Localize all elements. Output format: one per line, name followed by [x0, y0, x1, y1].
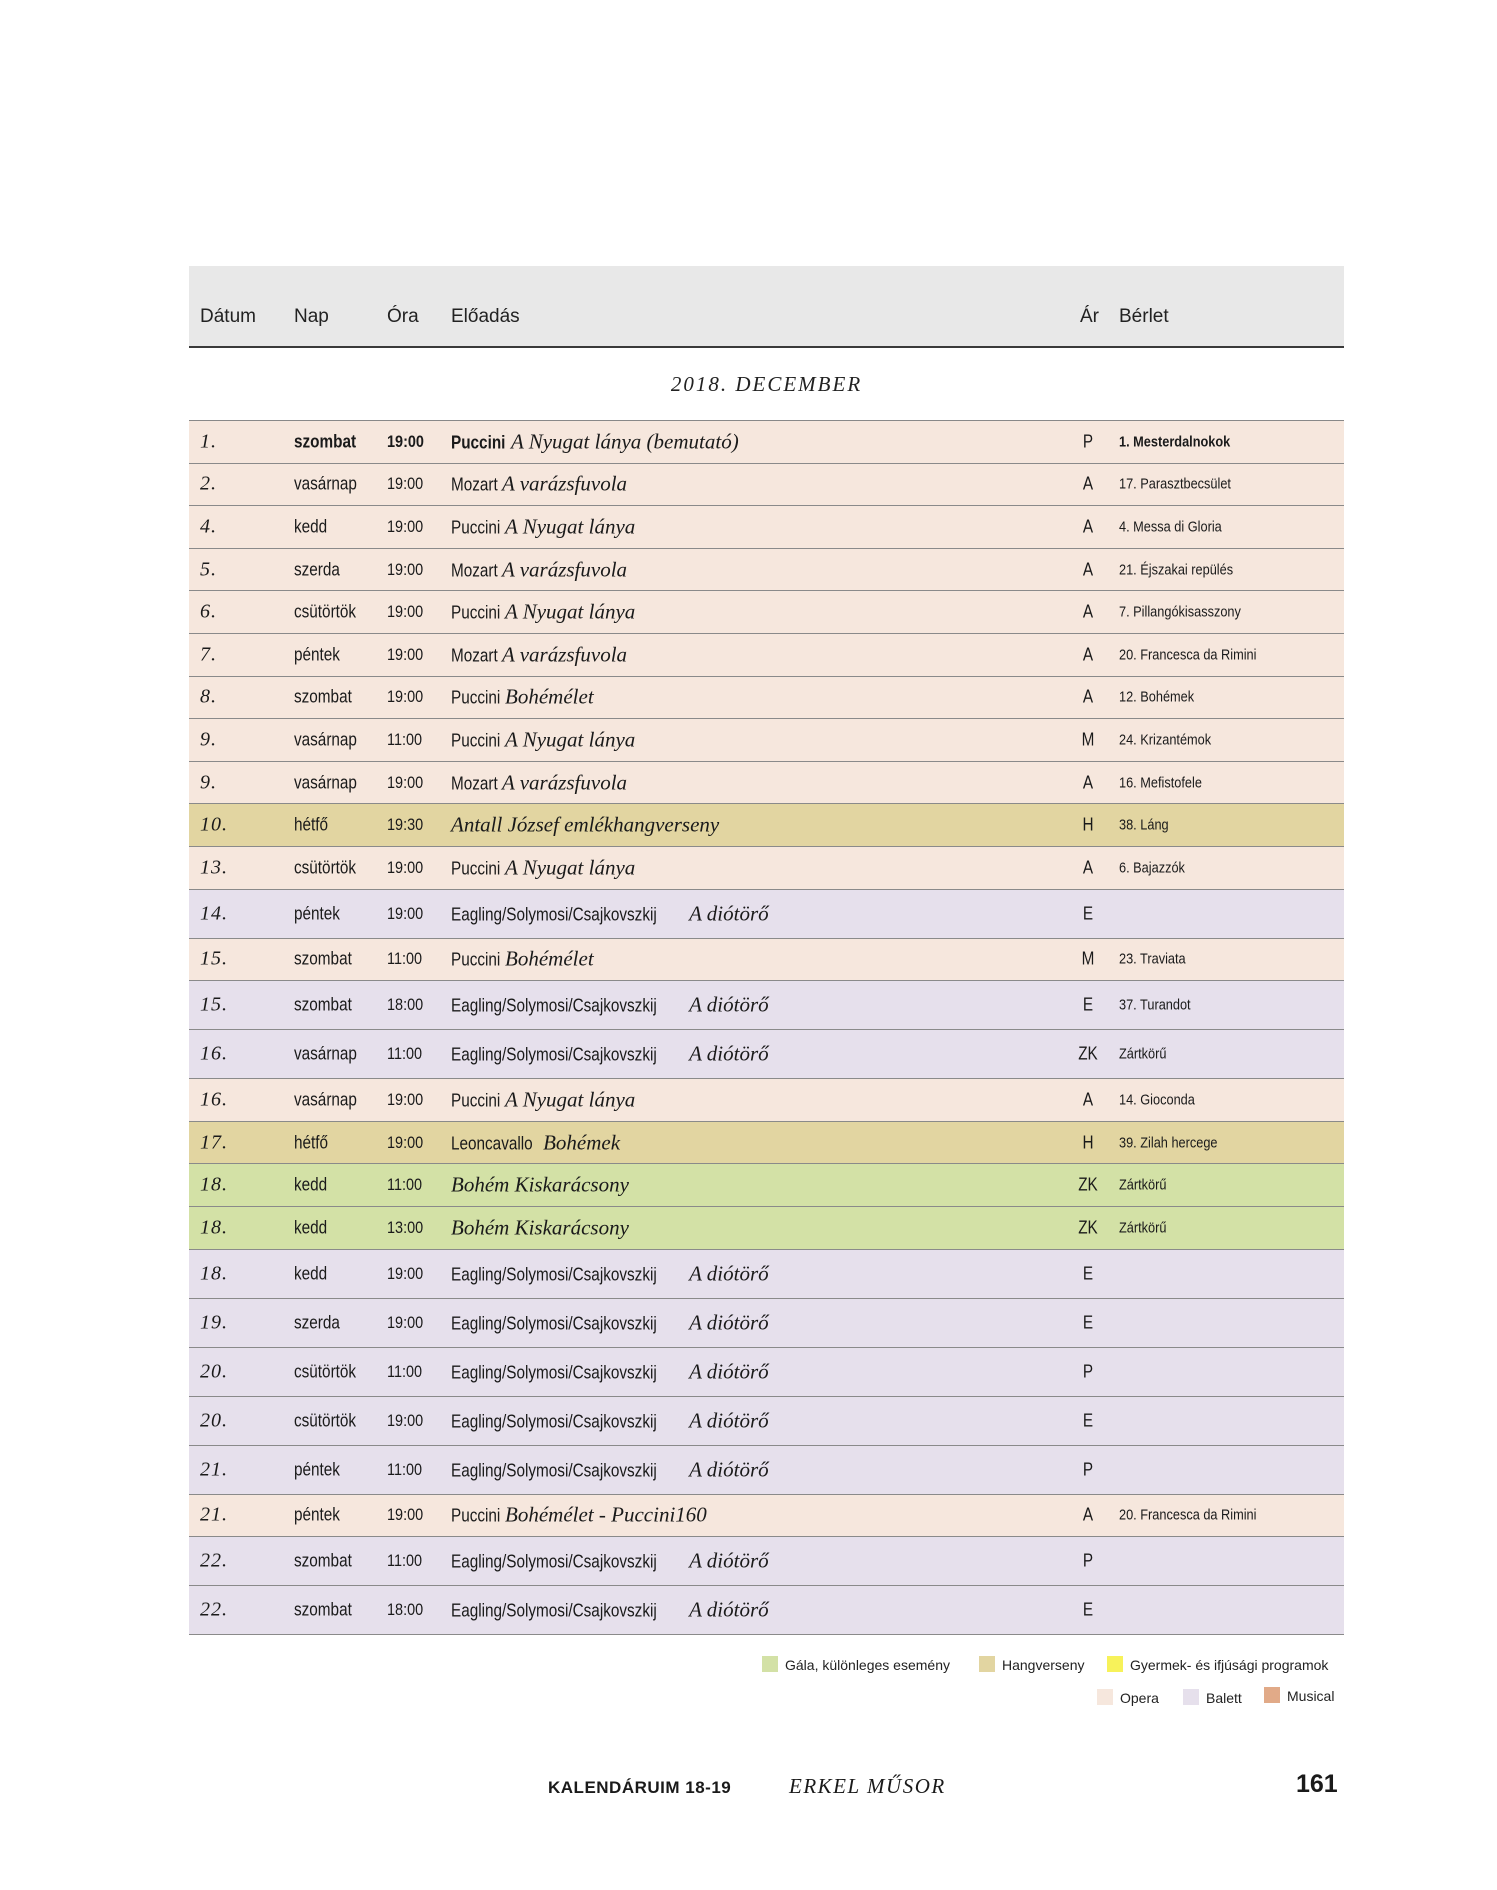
row-title: Bohémélet: [505, 946, 594, 971]
table-header: [189, 266, 1344, 348]
row-composer: Leoncavallo: [451, 1133, 533, 1154]
row-title: A diótörő: [689, 1261, 769, 1285]
schedule-table: [189, 266, 1344, 1635]
row-performance: [451, 600, 635, 625]
row-subscription: 24. Krizantémok: [1119, 731, 1212, 749]
row-day: péntek: [294, 1459, 340, 1479]
row-date: 9.: [200, 771, 217, 794]
col-nap: Nap: [294, 306, 329, 327]
month-title: 2018. DECEMBER: [670, 372, 863, 396]
row-time: 19:00: [387, 1132, 424, 1152]
row-composer: Puccini: [451, 432, 506, 453]
row-subscription: 39. Zilah hercege: [1119, 1134, 1218, 1152]
row-price: A: [1082, 686, 1094, 707]
row-subscription: 7. Pillangókisasszony: [1119, 603, 1241, 621]
table-row: [189, 1495, 1344, 1538]
row-subscription: Zártkörű: [1119, 1219, 1167, 1237]
row-title: A varázsfuvola: [502, 770, 628, 795]
row-composer: Eagling/Solymosi/Csajkovszkij: [451, 1460, 657, 1480]
row-title: A varázsfuvola: [502, 642, 628, 667]
row-title: A Nyugat lánya: [505, 855, 636, 880]
row-title: A diótörő: [689, 1408, 769, 1432]
row-performance: [451, 855, 635, 880]
balett-swatch: [1183, 1689, 1199, 1705]
row-composer: Puccini: [451, 1505, 501, 1526]
row-price: P: [1082, 1550, 1094, 1571]
table-row: [189, 1348, 1344, 1397]
row-performance: [451, 993, 769, 1018]
row-performance: [451, 1130, 620, 1155]
row-performance: [451, 1549, 769, 1574]
row-date: 20.: [200, 1360, 228, 1382]
row-time: 19:00: [387, 644, 424, 664]
row-composer: Puccini: [451, 858, 501, 879]
table-row: [189, 1446, 1344, 1495]
row-subscription: 20. Francesca da Rimini: [1119, 1506, 1257, 1524]
legend-hangverseny: [979, 1656, 1085, 1673]
row-price: E: [1082, 1410, 1094, 1430]
row-title: Bohém Kiskarácsony: [451, 1172, 629, 1197]
row-subscription: 17. Parasztbecsület: [1119, 475, 1231, 493]
row-day: péntek: [294, 903, 340, 924]
row-time: 18:00: [387, 995, 424, 1015]
row-day: szombat: [294, 686, 352, 707]
col-eloadas: Előadás: [451, 306, 520, 327]
table-body: [189, 421, 1344, 1635]
row-time: 19:00: [387, 602, 424, 622]
row-time: 19:00: [387, 1410, 424, 1430]
row-date: 20.: [200, 1409, 228, 1431]
month-heading: [189, 348, 1344, 421]
row-time: 11:00: [387, 1175, 423, 1195]
table-row: [189, 1164, 1344, 1207]
row-composer: Eagling/Solymosi/Csajkovszkij: [451, 904, 657, 925]
hangverseny-swatch: [979, 1656, 995, 1672]
row-composer: Mozart: [451, 474, 498, 495]
row-composer: Mozart: [451, 773, 498, 794]
row-time: 19:00: [387, 772, 424, 792]
row-composer: Puccini: [451, 1090, 501, 1111]
row-time: 19:30: [387, 815, 424, 835]
table-row: [189, 890, 1344, 939]
row-date: 22.: [200, 1598, 228, 1621]
row-title: Bohém Kiskarácsony: [451, 1215, 629, 1240]
row-composer: Mozart: [451, 560, 498, 581]
legend-gala: [762, 1656, 950, 1673]
row-day: csütörtök: [294, 857, 357, 878]
row-subscription: 16. Mefistofele: [1119, 774, 1202, 792]
table-row: [189, 1079, 1344, 1122]
page-number: 161: [1296, 1770, 1338, 1798]
row-date: 13.: [200, 856, 228, 879]
row-price: E: [1082, 903, 1094, 924]
table-row: [189, 1397, 1344, 1446]
row-time: 19:00: [387, 1312, 424, 1332]
legend-musical: [1264, 1687, 1334, 1704]
row-time: 11:00: [387, 729, 423, 749]
row-day: kedd: [294, 1217, 328, 1238]
col-ar: Ár: [1080, 306, 1099, 327]
row-day: vasárnap: [294, 473, 357, 494]
row-performance: [451, 1042, 769, 1067]
table-row: [189, 939, 1344, 982]
row-performance: [451, 1598, 769, 1623]
row-day: szombat: [294, 1599, 352, 1620]
row-composer: Puccini: [451, 687, 501, 708]
legend-opera-label: Opera: [1120, 1690, 1159, 1706]
table-row: [189, 1122, 1344, 1165]
row-day: kedd: [294, 516, 328, 537]
table-row: [189, 762, 1344, 805]
table-row: [189, 1299, 1344, 1348]
row-price: A: [1082, 516, 1094, 537]
row-price: A: [1082, 601, 1094, 622]
table-row: [189, 1537, 1344, 1586]
row-date: 15.: [200, 947, 228, 970]
row-performance: [451, 1408, 769, 1433]
row-day: kedd: [294, 1174, 328, 1195]
row-price: A: [1082, 644, 1094, 665]
row-date: 5.: [200, 558, 217, 581]
row-day: szombat: [294, 1550, 352, 1571]
legend-gala-label: Gála, különleges esemény: [785, 1657, 950, 1673]
row-composer: Puccini: [451, 517, 501, 538]
row-price: E: [1082, 1599, 1094, 1620]
table-row: [189, 719, 1344, 762]
table-row: [189, 981, 1344, 1030]
row-price: M: [1081, 948, 1095, 969]
row-time: 19:00: [387, 687, 424, 707]
row-title: A Nyugat lánya: [505, 599, 636, 624]
row-time: 19:00: [387, 903, 424, 923]
row-price: A: [1082, 1504, 1094, 1525]
row-day: csütörtök: [294, 1410, 357, 1430]
row-time: 11:00: [387, 1044, 423, 1064]
row-time: 11:00: [387, 1551, 423, 1571]
row-price: M: [1081, 729, 1095, 750]
table-row: [189, 591, 1344, 634]
row-performance: [451, 727, 635, 752]
legend-hangverseny-label: Hangverseny: [1002, 1657, 1085, 1673]
row-date: 6.: [200, 600, 217, 623]
legend-balett: [1183, 1689, 1242, 1706]
table-row: [189, 464, 1344, 507]
row-date: 15.: [200, 993, 228, 1016]
row-composer: Eagling/Solymosi/Csajkovszkij: [451, 1313, 657, 1333]
col-ora: Óra: [387, 306, 419, 327]
row-day: szombat: [294, 948, 352, 969]
row-performance: [451, 429, 739, 454]
row-price: ZK: [1078, 1174, 1098, 1195]
table-row: [189, 1030, 1344, 1079]
row-performance: [451, 901, 769, 926]
row-date: 18.: [200, 1216, 228, 1239]
row-day: kedd: [294, 1263, 328, 1283]
row-title: A diótörő: [689, 1548, 769, 1573]
row-time: 19:00: [387, 1505, 424, 1525]
table-row: [189, 1207, 1344, 1250]
row-date: 18.: [200, 1262, 228, 1284]
row-title: A diótörő: [689, 992, 769, 1017]
row-composer: Eagling/Solymosi/Csajkovszkij: [451, 1264, 657, 1284]
row-price: ZK: [1078, 1043, 1098, 1064]
gala-swatch: [762, 1656, 778, 1672]
row-composer: Eagling/Solymosi/Csajkovszkij: [451, 1551, 657, 1572]
row-composer: Eagling/Solymosi/Csajkovszkij: [451, 1600, 657, 1621]
row-day: vasárnap: [294, 772, 357, 793]
row-performance: [451, 685, 594, 710]
row-title: A diótörő: [689, 1597, 769, 1622]
row-date: 22.: [200, 1549, 228, 1572]
row-performance: [451, 1503, 707, 1528]
footer-section: ERKEL MŰSOR: [789, 1774, 946, 1798]
row-date: 17.: [200, 1131, 228, 1154]
row-time: 19:00: [387, 431, 424, 451]
row-composer: Eagling/Solymosi/Csajkovszkij: [451, 1411, 657, 1431]
row-price: P: [1082, 1361, 1094, 1381]
row-day: szerda: [294, 1312, 340, 1332]
row-day: hétfő: [294, 814, 329, 835]
row-title: Antall József emlékhangverseny: [451, 812, 720, 837]
table-row: [189, 421, 1344, 464]
legend-musical-label: Musical: [1287, 1688, 1335, 1704]
row-time: 13:00: [387, 1217, 424, 1237]
row-composer: Eagling/Solymosi/Csajkovszkij: [451, 1044, 657, 1065]
table-row: [189, 634, 1344, 677]
table-row: [189, 804, 1344, 847]
musical-swatch: [1264, 1687, 1280, 1703]
row-date: 10.: [200, 813, 228, 836]
row-day: vasárnap: [294, 1043, 357, 1064]
row-time: 19:00: [387, 857, 424, 877]
row-performance: [451, 1457, 769, 1482]
row-time: 11:00: [387, 1361, 423, 1381]
row-date: 19.: [200, 1311, 228, 1333]
row-subscription: 12. Bohémek: [1119, 688, 1195, 706]
row-date: 2.: [200, 472, 217, 495]
table-row: [189, 1250, 1344, 1299]
row-date: 16.: [200, 1042, 228, 1065]
row-performance: [451, 1173, 629, 1198]
row-date: 4.: [200, 515, 217, 538]
row-day: szombat: [294, 994, 352, 1015]
row-day: péntek: [294, 1504, 340, 1525]
row-price: A: [1082, 1089, 1094, 1110]
row-date: 21.: [200, 1458, 228, 1480]
row-day: hétfő: [294, 1132, 329, 1153]
row-subscription: 37. Turandot: [1119, 996, 1191, 1014]
row-time: 19:00: [387, 1089, 424, 1109]
row-performance: [451, 472, 627, 497]
row-performance: [451, 1215, 629, 1240]
row-subscription: 1. Mesterdalnokok: [1119, 433, 1231, 451]
row-composer: Puccini: [451, 730, 501, 751]
row-date: 18.: [200, 1173, 228, 1196]
row-composer: Puccini: [451, 949, 501, 970]
row-title: A diótörő: [689, 1457, 769, 1481]
row-performance: [451, 1310, 769, 1335]
row-title: A Nyugat lánya (bemutató): [511, 429, 739, 454]
gyermek-swatch: [1107, 1656, 1123, 1672]
row-subscription: 6. Bajazzók: [1119, 859, 1185, 877]
footer-kalendarium: KALENDÁRUIM 18-19: [548, 1778, 732, 1797]
row-price: P: [1082, 431, 1094, 452]
row-title: A diótörő: [689, 1359, 769, 1383]
row-time: 18:00: [387, 1600, 424, 1620]
row-price: E: [1082, 1312, 1094, 1332]
row-subscription: 4. Messa di Gloria: [1119, 518, 1222, 536]
row-title: A diótörő: [689, 901, 769, 926]
row-time: 19:00: [387, 474, 424, 494]
row-date: 7.: [200, 643, 217, 666]
row-date: 9.: [200, 728, 217, 751]
row-title: Bohémélet - Puccini160: [505, 1502, 707, 1527]
row-performance: [451, 557, 627, 582]
legend-opera: [1097, 1689, 1159, 1706]
legend-gyermek: [1107, 1656, 1328, 1673]
row-subscription: 20. Francesca da Rimini: [1119, 646, 1257, 664]
row-time: 19:00: [387, 516, 424, 536]
table-row: [189, 1586, 1344, 1635]
row-day: csütörtök: [294, 1361, 357, 1381]
row-title: A Nyugat lánya: [505, 727, 636, 752]
row-composer: Mozart: [451, 645, 498, 666]
row-title: A varázsfuvola: [502, 557, 628, 582]
col-datum: Dátum: [200, 306, 256, 327]
row-composer: Eagling/Solymosi/Csajkovszkij: [451, 995, 657, 1016]
row-subscription: Zártkörű: [1119, 1045, 1167, 1063]
row-price: H: [1082, 814, 1094, 835]
legend-balett-label: Balett: [1206, 1690, 1242, 1706]
row-time: 11:00: [387, 949, 423, 969]
row-date: 21.: [200, 1503, 228, 1526]
row-day: vasárnap: [294, 729, 357, 750]
table-row: [189, 847, 1344, 890]
row-title: Bohémélet: [505, 684, 594, 709]
row-performance: [451, 1261, 769, 1286]
row-time: 19:00: [387, 1263, 424, 1283]
row-price: A: [1082, 559, 1094, 580]
row-price: A: [1082, 473, 1094, 494]
col-berlet: Bérlet: [1119, 306, 1169, 327]
row-composer: Eagling/Solymosi/Csajkovszkij: [451, 1362, 657, 1382]
opera-swatch: [1097, 1689, 1113, 1705]
row-performance: [451, 770, 627, 795]
row-day: csütörtök: [294, 601, 357, 622]
row-subscription: 23. Traviata: [1119, 950, 1186, 968]
row-day: szerda: [294, 559, 340, 580]
row-day: szombat: [294, 431, 357, 452]
row-performance: [451, 947, 594, 972]
table-row: [189, 677, 1344, 720]
row-subscription: Zártkörű: [1119, 1176, 1167, 1194]
row-subscription: 14. Gioconda: [1119, 1091, 1195, 1109]
row-subscription: 38. Láng: [1119, 816, 1169, 834]
row-price: E: [1082, 994, 1094, 1015]
row-title: A varázsfuvola: [502, 471, 628, 496]
row-price: A: [1082, 772, 1094, 793]
row-performance: [451, 642, 627, 667]
row-date: 8.: [200, 685, 217, 708]
row-performance: [451, 1087, 635, 1112]
row-performance: [451, 813, 719, 838]
row-day: péntek: [294, 644, 340, 665]
row-time: 19:00: [387, 559, 424, 579]
row-title: A Nyugat lánya: [505, 514, 636, 539]
row-performance: [451, 514, 635, 539]
legend-gyermek-label: Gyermek- és ifjúsági programok: [1130, 1657, 1329, 1673]
row-date: 14.: [200, 902, 228, 925]
row-date: 16.: [200, 1088, 228, 1111]
row-date: 1.: [200, 430, 217, 453]
row-title: A diótörő: [689, 1041, 769, 1066]
row-title: Bohémek: [543, 1130, 621, 1155]
row-price: ZK: [1078, 1217, 1098, 1238]
row-price: A: [1082, 857, 1094, 878]
row-title: A diótörő: [689, 1310, 769, 1334]
row-title: A Nyugat lánya: [505, 1087, 636, 1112]
row-subscription: 21. Éjszakai repülés: [1119, 561, 1234, 579]
row-price: P: [1082, 1459, 1094, 1479]
row-day: vasárnap: [294, 1089, 357, 1110]
row-price: E: [1082, 1263, 1094, 1283]
table-row: [189, 506, 1344, 549]
row-time: 11:00: [387, 1459, 423, 1479]
row-price: H: [1082, 1132, 1094, 1153]
table-row: [189, 549, 1344, 592]
row-performance: [451, 1359, 769, 1384]
row-composer: Puccini: [451, 602, 501, 623]
